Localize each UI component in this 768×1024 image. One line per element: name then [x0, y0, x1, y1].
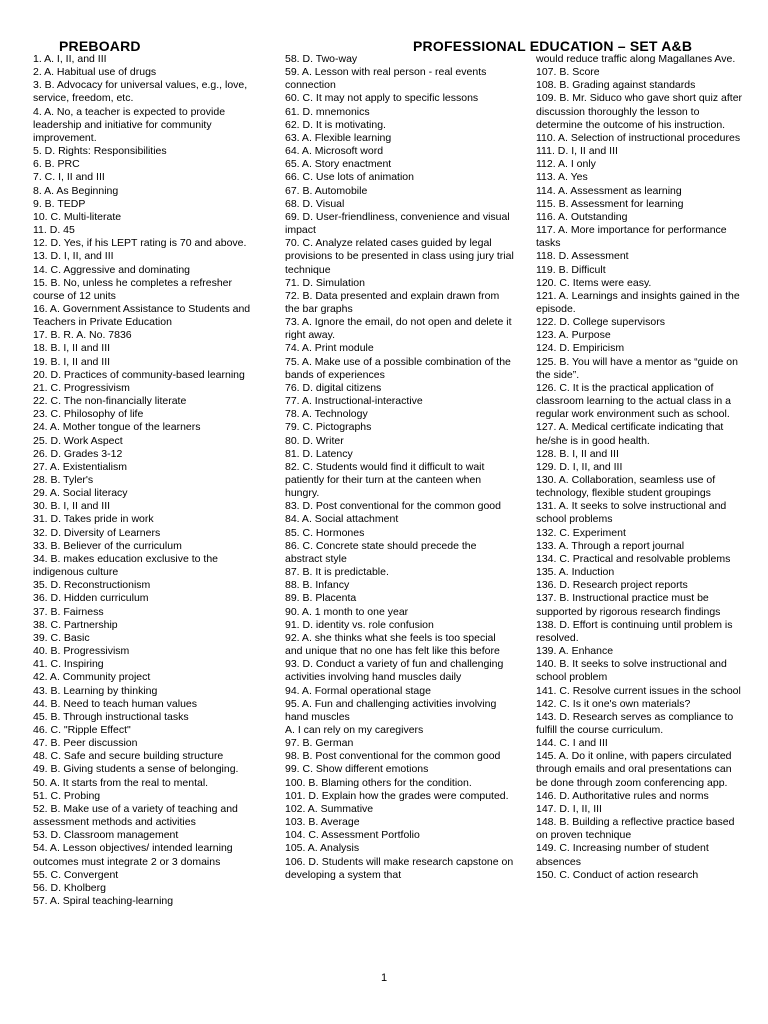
answer-item: 112. A. I only — [536, 158, 596, 171]
page-number: 1 — [380, 972, 388, 984]
answer-item: 48. C. Safe and secure building structure — [33, 750, 224, 763]
answer-item: A. I can rely on my caregivers — [285, 723, 424, 736]
answer-item: 90. A. 1 month to one year — [285, 605, 409, 618]
document-title: PROFESSIONAL EDUCATION – SET A&B — [413, 38, 693, 54]
answer-item: 92. A. she thinks what she feels is too special and unique that no one has felt like this before — [285, 631, 500, 658]
answer-item: 149. C. Increasing number of student absences — [536, 842, 709, 868]
answer-item: 71. D. Simulation — [285, 276, 365, 289]
answer-item: 26. D. Grades 3-12 — [33, 447, 123, 460]
answer-item: 12. D. Yes, if his LEPT rating is 70 and above. — [33, 237, 247, 250]
answer-item: 80. D. Writer — [285, 434, 344, 447]
answer-item: 46. C. "Ripple Effect" — [33, 723, 131, 736]
answer-item: 68. D. Visual — [285, 197, 345, 210]
answer-item: 77. A. Instructional-interactive — [285, 395, 423, 408]
answer-item: 47. B. Peer discussion — [33, 737, 138, 750]
answer-item: 40. B. Progressivism — [33, 645, 130, 658]
answer-item: 79. C. Pictographs — [285, 421, 372, 434]
answer-item: 76. D. digital citizens — [285, 381, 382, 394]
answer-item: 141. C. Resolve current issues in the school — [536, 684, 741, 697]
answer-item: 83. D. Post conventional for the common good — [285, 500, 501, 513]
answer-item: 29. A. Social literacy — [33, 487, 128, 500]
answer-item: 53. D. Classroom management — [33, 829, 179, 842]
answer-item: 146. D. Authoritative rules and norms — [536, 789, 709, 802]
answer-item: 52. B. Make use of a variety of teaching and assessment methods and activities — [33, 802, 238, 829]
answer-item: 2. A. Habitual use of drugs — [33, 66, 157, 79]
answer-item: 69. D. User-friendliness, convenience and visual impact — [285, 210, 510, 237]
answer-item: 148. B. Building a reflective practice based on proven technique — [536, 816, 735, 842]
answer-item: 93. D. Conduct a variety of fun and challenging activities involving hand muscles daily — [285, 658, 504, 684]
answer-item: 38. C. Partnership — [33, 618, 118, 631]
answer-item: 117. A. More importance for performance tasks — [536, 224, 727, 250]
answer-item: 39. C. Basic — [33, 631, 90, 644]
answer-item: 134. C. Practical and resolvable problems — [536, 552, 731, 565]
answer-item: 126. C. It is the practical application of classroom learning to the actual class in a regular work environment such as school. — [536, 381, 731, 421]
answer-item: 66. C. Use lots of animation — [285, 171, 414, 184]
answer-item: 129. D. I, II, and III — [536, 460, 623, 473]
answer-item: 116. A. Outstanding — [536, 210, 628, 223]
answer-item: 122. D. College supervisors — [536, 316, 665, 329]
answer-item: 144. C. I and III — [536, 737, 608, 750]
answer-item: 23. C. Philosophy of life — [33, 408, 144, 421]
answer-item: 147. D. I, II, III — [536, 802, 602, 815]
answer-item: 35. D. Reconstructionism — [33, 579, 151, 592]
answer-item: 106. D. Students will make research capstone on developing a system that — [285, 855, 514, 881]
answer-item: 100. B. Blaming others for the condition. — [285, 776, 472, 789]
answer-item: 43. B. Learning by thinking — [33, 684, 158, 697]
answer-item: 125. B. You will have a mentor as “guide on the side”. — [536, 355, 738, 381]
answer-item: 11. D. 45 — [33, 224, 75, 237]
answer-item: 55. C. Convergent — [33, 868, 119, 881]
answer-item: 105. A. Analysis — [285, 842, 360, 855]
answer-item: 87. B. It is predictable. — [285, 566, 389, 579]
answer-item: 62. D. It is motivating. — [285, 118, 386, 131]
answer-item: 127. A. Medical certificate indicating that he/she is in good health. — [536, 421, 724, 447]
answer-item: 6. B. PRC — [33, 158, 80, 171]
answer-item: 88. B. Infancy — [285, 579, 350, 592]
answer-item: 89. B. Placenta — [285, 592, 357, 605]
answer-item: 130. A. Collaboration, seamless use of technology, flexible student groupings — [536, 474, 716, 500]
answer-item: 103. B. Average — [285, 816, 360, 829]
answer-item: 14. C. Aggressive and dominating — [33, 263, 191, 276]
answer-item: 16. A. Government Assistance to Students and Teachers in Private Education — [33, 302, 251, 329]
answer-item: 84. A. Social attachment — [285, 513, 399, 526]
answer-item: 131. A. It seeks to solve instructional and school problems — [536, 500, 727, 526]
answer-item: 113. A. Yes — [536, 171, 588, 184]
answer-item: 21. C. Progressivism — [33, 381, 130, 394]
answer-item: 1. A. I, II, and III — [33, 53, 107, 65]
answer-item: 67. B. Automobile — [285, 184, 368, 197]
answer-item: 74. A. Print module — [285, 342, 374, 355]
answer-item: 27. A. Existentialism — [33, 460, 127, 473]
answer-item: 110. A. Selection of instructional procedures — [536, 131, 741, 144]
answer-item: 54. A. Lesson objectives/ intended learning outcomes must integrate 2 or 3 domains — [33, 842, 233, 868]
answer-item: 97. B. German — [285, 737, 354, 750]
answer-item: 22. C. The non-financially literate — [33, 395, 187, 408]
answer-item: 124. D. Empiricism — [536, 342, 625, 355]
answer-item: 24. A. Mother tongue of the learners — [33, 421, 201, 434]
answer-item: 15. B. No, unless he completes a refresher course of 12 units — [33, 276, 233, 302]
answer-item: 115. B. Assessment for learning — [536, 197, 684, 210]
answer-item: 44. B. Need to teach human values — [33, 697, 198, 710]
answer-item: 128. B. I, II and III — [536, 447, 619, 460]
answer-item: 33. B. Believer of the curriculum — [33, 539, 182, 552]
answer-item: 8. A. As Beginning — [33, 184, 119, 197]
answer-item: 37. B. Fairness — [33, 605, 104, 618]
answer-item: 50. A. It starts from the real to mental. — [33, 776, 209, 789]
answer-item: 75. A. Make use of a possible combination of the bands of experiences — [285, 355, 511, 381]
answer-item: 94. A. Formal operational stage — [285, 684, 431, 697]
answer-item: 108. B. Grading against standards — [536, 79, 696, 92]
answer-item: 49. B. Giving students a sense of belonging. — [33, 763, 239, 776]
answer-item: 136. D. Research project reports — [536, 579, 688, 592]
answer-item: 4. A. No, a teacher is expected to provide leadership and initiative for community improvement. — [33, 105, 226, 144]
answer-item: 109. B. Mr. Siduco who gave short quiz after discussion thoroughly the lesson to determine the outcome of his instruction. — [536, 92, 743, 131]
answer-item: 98. B. Post conventional for the common good — [285, 750, 501, 763]
answer-item: 32. D. Diversity of Learners — [33, 526, 161, 539]
answer-item: 17. B. R. A. No. 7836 — [33, 329, 132, 342]
answer-column-2 — [285, 53, 515, 882]
answer-item: 28. B. Tyler's — [33, 474, 94, 486]
answer-item: 30. B. I, II and III — [33, 500, 111, 513]
answer-item: 51. C. Probing — [33, 789, 101, 802]
answer-item: 7. C. I, II and III — [33, 171, 105, 184]
answer-item: 104. C. Assessment Portfolio — [285, 829, 420, 842]
answer-item: 135. A. Induction — [536, 566, 615, 579]
answer-item: 36. D. Hidden curriculum — [33, 592, 149, 605]
answer-item: 107. B. Score — [536, 66, 600, 79]
answer-item: 150. C. Conduct of action research — [536, 868, 699, 881]
answer-item: 31. D. Takes pride in work — [33, 513, 154, 526]
answer-item: 99. C. Show different emotions — [285, 763, 429, 776]
answer-item: 111. D. I, II and III — [536, 145, 618, 158]
answer-item: would reduce traffic along Magallanes Ave. — [536, 53, 736, 65]
answer-item: 73. A. Ignore the email, do not open and delete it right away. — [285, 316, 512, 342]
answer-item: 70. C. Analyze related cases guided by legal provisions to be presented in class using jury trial technique — [285, 237, 514, 276]
answer-item: 95. A. Fun and challenging activities involving hand muscles — [285, 697, 497, 723]
answer-column-3 — [536, 53, 746, 882]
answer-item: 121. A. Learnings and insights gained in the episode. — [536, 289, 740, 315]
answer-item: 57. A. Spiral teaching-learning — [33, 895, 174, 907]
answer-item: 81. D. Latency — [285, 447, 353, 460]
answer-item: 118. D. Assessment — [536, 250, 629, 263]
answer-item: 139. A. Enhance — [536, 645, 614, 658]
answer-item: 119. B. Difficult — [536, 263, 606, 276]
answer-item: 59. A. Lesson with real person - real events connection — [285, 66, 487, 92]
answer-item: 91. D. identity vs. role confusion — [285, 618, 434, 631]
answer-item: 45. B. Through instructional tasks — [33, 710, 189, 723]
answer-item: 64. A. Microsoft word — [285, 145, 384, 158]
answer-item: 18. B. I, II and III — [33, 342, 111, 355]
answer-item: 58. D. Two-way — [285, 53, 358, 65]
answer-item: 60. C. It may not apply to specific lessons — [285, 92, 479, 105]
answer-item: 123. A. Purpose — [536, 329, 611, 342]
answer-item: 42. A. Community project — [33, 671, 151, 684]
answer-item: 133. A. Through a report journal — [536, 539, 685, 552]
answer-item: 137. B. Instructional practice must be supported by rigorous research findings — [536, 592, 721, 618]
answer-item: 102. A. Summative — [285, 802, 374, 815]
answer-item: 41. C. Inspiring — [33, 658, 104, 671]
answer-item: 63. A. Flexible learning — [285, 131, 392, 144]
answer-item: 142. C. Is it one's own materials? — [536, 697, 691, 710]
answer-item: 114. A. Assessment as learning — [536, 184, 682, 197]
answer-column-1 — [33, 53, 261, 908]
answer-item: 132. C. Experiment — [536, 526, 626, 539]
answer-item: 85. C. Hormones — [285, 526, 365, 539]
answer-item: 72. B. Data presented and explain drawn from the bar graphs — [285, 289, 500, 315]
answer-item: 82. C. Students would find it difficult to wait patiently for their turn at the canteen when hungry. — [285, 460, 485, 500]
answer-item: 143. D. Research serves as compliance to fulfill the course curriculum. — [536, 710, 734, 736]
answer-item: 61. D. mnemonics — [285, 105, 370, 118]
answer-item: 140. B. It seeks to solve instructional and school problem — [536, 658, 727, 684]
answer-item: 145. A. Do it online, with papers circulated through emails and oral presentations can be done through zoom conferencing app. — [536, 750, 732, 789]
answer-item: 86. C. Concrete state should precede the abstract style — [285, 539, 477, 565]
answer-item: 120. C. Items were easy. — [536, 276, 652, 289]
preboard-heading: PREBOARD — [59, 38, 141, 54]
answer-item: 101. D. Explain how the grades were computed. — [285, 789, 509, 802]
answer-item: 3. B. Advocacy for universal values, e.g., love, service, freedom, etc. — [33, 79, 248, 105]
answer-item: 78. A. Technology — [285, 408, 368, 421]
answer-item: 5. D. Rights: Responsibilities — [33, 145, 167, 158]
answer-item: 34. B. makes education exclusive to the indigenous culture — [33, 552, 219, 579]
answer-item: 13. D. I, II, and III — [33, 250, 114, 263]
answer-item: 65. A. Story enactment — [285, 158, 392, 171]
answer-item: 25. D. Work Aspect — [33, 434, 123, 447]
answer-item: 138. D. Effort is continuing until problem is resolved. — [536, 618, 733, 644]
answer-item: 20. D. Practices of community-based learning — [33, 368, 245, 381]
answer-item: 19. B. I, II and III — [33, 355, 111, 368]
answer-item: 56. D. Kholberg — [33, 881, 106, 894]
answer-item: 10. C. Multi-literate — [33, 210, 122, 223]
answer-item: 9. B. TEDP — [33, 197, 86, 210]
